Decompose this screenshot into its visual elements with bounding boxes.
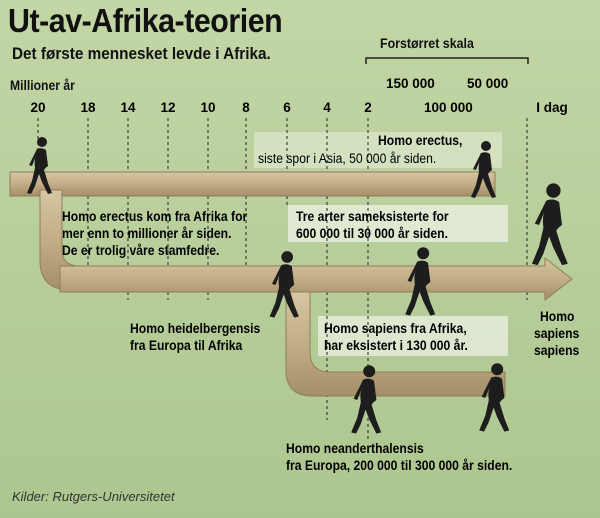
tick-label: 8 — [242, 100, 250, 115]
note-erectus-africa-line2: mer enn to millioner år siden. — [62, 226, 232, 241]
source-credit: Kilder: Rutgers-Universitetet — [12, 489, 175, 504]
label-homo-sapiens-line2: sapiens — [534, 326, 580, 341]
note-sapiens-africa-line2: har eksistert i 130 000 år. — [324, 338, 468, 353]
axis-label: Millioner år — [10, 78, 75, 93]
note-erectus-asia-line2: siste spor i Asia, 50 000 år siden. — [258, 151, 437, 166]
note-erectus-africa-line3: De er trolig våre stamfedre. — [62, 243, 220, 258]
subtitle: Det første mennesket levde i Afrika. — [12, 44, 271, 63]
zoom-label: Forstørret skala — [380, 36, 474, 51]
zoom-tick-label: 100 000 — [424, 100, 473, 115]
note-neanderthal-line1: Homo neanderthalensis — [286, 441, 424, 456]
note-erectus-asia-line1: Homo erectus, — [378, 133, 463, 148]
tick-label: 20 — [30, 100, 46, 115]
tick-label-today: I dag — [536, 100, 568, 115]
tick-label: 10 — [200, 100, 216, 115]
note-three-species-line1: Tre arter sameksisterte for — [296, 209, 449, 224]
note-heidelbergensis-line1: Homo heidelbergensis — [130, 321, 261, 336]
main-arrow — [60, 258, 572, 300]
tick-label: 14 — [120, 100, 136, 115]
tick-label: 12 — [160, 100, 176, 115]
page-title: Ut-av-Afrika-teorien — [8, 2, 283, 39]
human-figure-icon — [532, 183, 568, 265]
note-erectus-africa-line1: Homo erectus kom fra Afrika for — [62, 209, 248, 224]
tick-label: 2 — [364, 100, 372, 115]
label-homo-sapiens-line1: Homo — [540, 309, 575, 324]
erectus-band — [10, 172, 495, 196]
label-homo-sapiens-line3: sapiens — [534, 343, 580, 358]
zoom-tick-label: 150 000 — [386, 76, 435, 91]
zoom-bracket — [366, 58, 528, 64]
zoom-tick-label: 50 000 — [467, 76, 509, 91]
note-sapiens-africa-line1: Homo sapiens fra Afrika, — [324, 321, 467, 336]
tick-label: 6 — [283, 100, 291, 115]
tick-label: 4 — [323, 100, 331, 115]
tick-label: 18 — [80, 100, 96, 115]
note-neanderthal-line2: fra Europa, 200 000 til 300 000 år siden. — [286, 458, 513, 473]
note-three-species-line2: 600 000 til 30 000 år siden. — [296, 226, 448, 241]
note-heidelbergensis-line2: fra Europa til Afrika — [130, 338, 243, 353]
